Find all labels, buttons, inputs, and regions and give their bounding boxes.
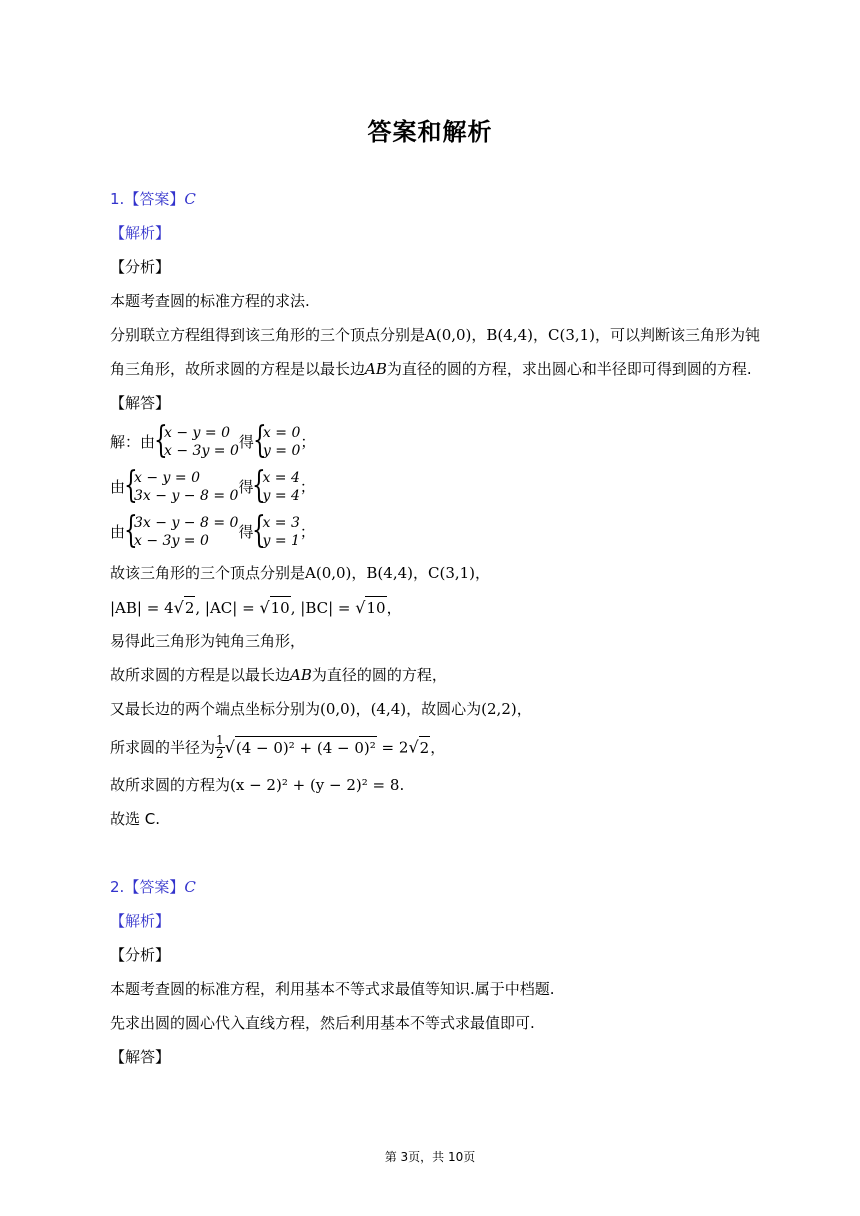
q2-answer-letter: C <box>184 878 196 896</box>
equation-row: x − y = 0 <box>134 470 200 486</box>
vertices-math: A(0,0)，B(4,4)，C(3,1) <box>425 326 596 344</box>
circle-equation-math: (x − 2)² + (y − 2)² = 8 <box>230 776 400 794</box>
text-segment: ； <box>300 433 316 451</box>
q1-circle-line <box>110 664 447 686</box>
text-segment: 为直径的圆的方程，求出圆心和半径即可得到圆的方程. <box>386 360 752 378</box>
numerator: 1 <box>216 733 224 747</box>
q1-jiexi-heading: 【解析】 <box>110 224 171 242</box>
text-segment: ， <box>386 599 402 617</box>
q2-number: 2. <box>110 878 125 896</box>
solution-system <box>252 420 301 461</box>
segment-ab-math: AB <box>365 360 387 378</box>
equation-row: x − 3y = 0 <box>164 443 239 459</box>
brace-icon: { <box>252 510 267 551</box>
text-segment: ， <box>475 564 491 582</box>
equation-row: x = 0 <box>262 425 301 441</box>
text-segment: 故所求圆的方程为 <box>110 776 231 794</box>
q1-answer-letter: C <box>184 190 196 208</box>
equation-system <box>124 510 239 551</box>
text-segment: ， <box>430 738 446 757</box>
radicand: 2 <box>184 596 196 619</box>
sqrt-icon: √ <box>355 598 366 617</box>
radicand: 2 <box>419 736 431 759</box>
text-segment: 由 <box>110 523 126 541</box>
sqrt-icon: √ <box>259 598 270 617</box>
text-segment: 得 <box>238 433 254 451</box>
q1-fenxi-heading: 【分析】 <box>110 258 171 276</box>
equation-row: 3x − y − 8 = 0 <box>134 488 239 504</box>
q1-number: 1. <box>110 190 125 208</box>
q1-system-1 <box>110 420 316 461</box>
text-segment: ； <box>299 523 315 541</box>
text-segment: ，可以判断该三角形为钝 <box>595 326 761 344</box>
text-segment: 角三角形，故所求圆的方程是以最长边 <box>110 360 366 378</box>
text-segment: 由 <box>110 478 126 496</box>
equation-row: x − y = 0 <box>164 425 230 441</box>
brace-icon: { <box>252 465 267 506</box>
q2-text2: 先求出圆的圆心代入直线方程，然后利用基本不等式求最值即可. <box>110 1014 535 1032</box>
solution-system <box>252 510 300 551</box>
text-segment: 为直径的圆的方程， <box>311 666 447 684</box>
fraction <box>215 734 225 761</box>
radicand: 10 <box>270 596 291 619</box>
brace-icon: { <box>124 465 138 506</box>
q1-fenxi-text3 <box>110 358 752 380</box>
equation-row: y = 0 <box>262 443 301 459</box>
q1-final-line <box>110 774 404 796</box>
sqrt-icon: √ <box>224 737 235 757</box>
text-segment: 所求圆的半径为 <box>110 738 216 757</box>
brace-icon: { <box>154 420 168 461</box>
text-segment: 得 <box>238 478 254 496</box>
equation-row: 3x − y − 8 = 0 <box>134 515 239 531</box>
math-segment: = 2 <box>376 738 409 757</box>
equation-row: x − 3y = 0 <box>134 533 209 549</box>
q1-answer-tag: 【答案】 <box>124 190 185 208</box>
segment-ab-math: AB <box>290 666 312 684</box>
math-segment: , |AC| = <box>195 599 260 617</box>
equation-row: x = 3 <box>262 515 300 531</box>
q2-jiexi-heading: 【解析】 <box>110 912 171 930</box>
equation-row: y = 1 <box>262 533 300 549</box>
text-segment: 故该三角形的三个顶点分别是 <box>110 564 306 582</box>
q1-obtuse-line: 易得此三角形为钝角三角形， <box>110 632 306 650</box>
sqrt-icon: √ <box>173 598 184 617</box>
q1-fenxi-text2 <box>110 324 760 346</box>
q2-fenxi-heading: 【分析】 <box>110 946 171 964</box>
q1-lengths-line <box>110 596 402 619</box>
equation-system <box>154 420 239 461</box>
q2-text1: 本题考查圆的标准方程，利用基本不等式求最值等知识.属于中档题. <box>110 980 555 998</box>
q1-system-2 <box>110 465 315 506</box>
text-segment: ， <box>516 700 532 718</box>
text-segment: 分别联立方程组得到该三角形的三个顶点分别是 <box>110 326 426 344</box>
q1-jieda-heading: 【解答】 <box>110 394 171 412</box>
q2-jieda-heading: 【解答】 <box>110 1048 171 1066</box>
text-segment: . <box>399 776 405 794</box>
radicand: 10 <box>365 596 386 619</box>
solution-system <box>252 465 300 506</box>
endpoints-math: (0,0)，(4,4) <box>320 700 407 718</box>
equation-row: x = 4 <box>262 470 300 486</box>
q1-endpoints-line <box>110 698 532 720</box>
q1-answer-header <box>110 188 196 210</box>
q2-answer-header <box>110 876 196 898</box>
text-segment: 得 <box>238 523 254 541</box>
q1-radius-line <box>110 734 445 761</box>
q1-fenxi-text1: 本题考查圆的标准方程的求法. <box>110 292 310 310</box>
math-segment: |AB| = 4 <box>110 599 174 617</box>
page-footer: 第 3页，共 10页 <box>384 1150 476 1164</box>
q1-system-3 <box>110 510 315 551</box>
center-math: (2,2) <box>481 700 517 718</box>
text-segment: ； <box>299 478 315 496</box>
math-segment: , |BC| = <box>290 599 356 617</box>
sqrt-icon: √ <box>408 737 419 757</box>
vertices-math: A(0,0)，B(4,4)，C(3,1) <box>305 564 476 582</box>
text-segment: 解：由 <box>110 433 156 451</box>
text-segment: ，故圆心为 <box>406 700 482 718</box>
q1-choose-line: 故选 C. <box>110 810 161 828</box>
brace-icon: { <box>124 510 138 551</box>
equation-row: y = 4 <box>262 488 300 504</box>
brace-icon: { <box>252 420 267 461</box>
text-segment: 故所求圆的方程是以最长边 <box>110 666 291 684</box>
q2-answer-tag: 【答案】 <box>124 878 185 896</box>
denominator: 2 <box>216 747 224 761</box>
equation-system <box>124 465 239 506</box>
radicand: (4 − 0)² + (4 − 0)² <box>235 736 377 759</box>
page-title: 答案和解析 <box>367 118 493 146</box>
q1-vertices-line <box>110 562 490 584</box>
text-segment: 又最长边的两个端点坐标分别为 <box>110 700 321 718</box>
